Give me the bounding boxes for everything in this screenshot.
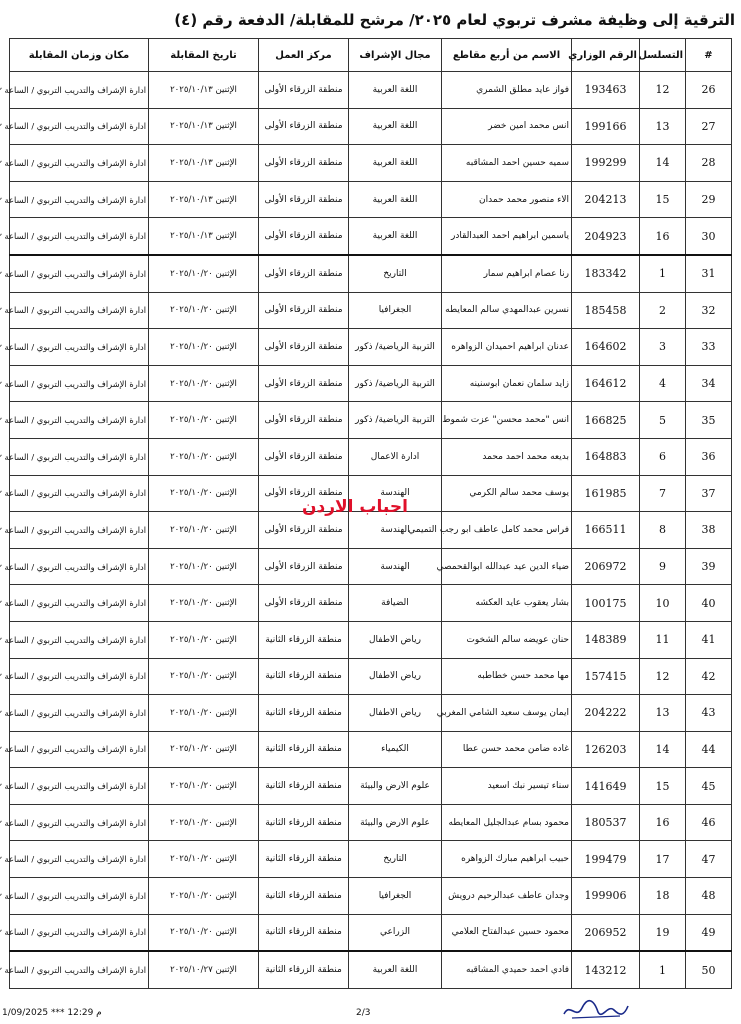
cell-name: فواز عايد مطلق الشمري (442, 72, 572, 109)
cell-work-center: منطقة الزرقاء الأولى (259, 72, 349, 109)
cell-ministry-number: 143212 (572, 951, 640, 988)
cell-supervision-field: رياض الاطفال (349, 621, 442, 658)
cell-interview-date: الإثنين ٢٠٢٥/١٠/٢٠ (149, 658, 259, 695)
cell-work-center: منطقة الزرقاء الثانية (259, 841, 349, 878)
cell-work-center: منطقة الزرقاء الأولى (259, 438, 349, 475)
cell-ministry-number: 164883 (572, 438, 640, 475)
table-row (10, 402, 732, 439)
cell-sequence: 3 (640, 329, 686, 366)
header-name: الاسم من أربع مقاطع (442, 39, 572, 72)
cell-interview-date: الإثنين ٢٠٢٥/١٠/١٣ (149, 72, 259, 109)
table-row (10, 585, 732, 622)
signature-icon (560, 994, 630, 1022)
cell-index: 34 (686, 365, 732, 402)
cell-interview-date: الإثنين ٢٠٢٥/١٠/٢٠ (149, 475, 259, 512)
cell-index: 49 (686, 914, 732, 951)
cell-interview-date: الإثنين ٢٠٢٥/١٠/٢٠ (149, 512, 259, 549)
cell-work-center: منطقة الزرقاء الأولى (259, 548, 349, 585)
cell-interview-place: ادارة الإشراف والتدريب التربوي / الساعة (10, 512, 149, 549)
table-row (10, 841, 732, 878)
cell-name: محمود بسام عبدالجليل المعايطه (442, 804, 572, 841)
cell-interview-date: الإثنين ٢٠٢٥/١٠/١٣ (149, 181, 259, 218)
cell-sequence: 4 (640, 365, 686, 402)
cell-index: 32 (686, 292, 732, 329)
cell-index: 43 (686, 695, 732, 732)
cell-sequence: 2 (640, 292, 686, 329)
cell-work-center: منطقة الزرقاء الأولى (259, 512, 349, 549)
header-interview-place: مكان وزمان المقابلة (10, 39, 149, 72)
cell-ministry-number: 206952 (572, 914, 640, 951)
cell-interview-date: الإثنين ٢٠٢٥/١٠/٢٠ (149, 292, 259, 329)
cell-work-center: منطقة الزرقاء الثانية (259, 804, 349, 841)
table-row (10, 108, 732, 145)
cell-interview-date: الإثنين ٢٠٢٥/١٠/١٣ (149, 145, 259, 182)
cell-supervision-field: التربية الرياضية/ ذكور (349, 329, 442, 366)
cell-name: الاء منصور محمد حمدان (442, 181, 572, 218)
table-row (10, 181, 732, 218)
cell-interview-date: الإثنين ٢٠٢٥/١٠/٢٠ (149, 329, 259, 366)
cell-interview-date: الإثنين ٢٠٢٥/١٠/٢٠ (149, 695, 259, 732)
cell-interview-place: ادارة الإشراف والتدريب التربوي / الساعة (10, 181, 149, 218)
cell-interview-place: ادارة الإشراف والتدريب التربوي / الساعة (10, 951, 149, 988)
table-row (10, 914, 732, 951)
table-row (10, 731, 732, 768)
cell-name: عدنان ابراهيم احميدان الزواهره (442, 329, 572, 366)
cell-interview-place: ادارة الإشراف والتدريب التربوي / الساعة (10, 365, 149, 402)
cell-interview-date: الإثنين ٢٠٢٥/١٠/٢٠ (149, 841, 259, 878)
cell-work-center: منطقة الزرقاء الأولى (259, 329, 349, 366)
cell-work-center: منطقة الزرقاء الأولى (259, 218, 349, 255)
cell-ministry-number: 204923 (572, 218, 640, 255)
cell-ministry-number: 126203 (572, 731, 640, 768)
cell-work-center: منطقة الزرقاء الثانية (259, 914, 349, 951)
cell-index: 38 (686, 512, 732, 549)
cell-interview-date: الإثنين ٢٠٢٥/١٠/٢٠ (149, 804, 259, 841)
cell-interview-date: الإثنين ٢٠٢٥/١٠/٢٠ (149, 585, 259, 622)
cell-index: 40 (686, 585, 732, 622)
cell-supervision-field: الهندسة (349, 548, 442, 585)
cell-sequence: 16 (640, 218, 686, 255)
cell-sequence: 15 (640, 181, 686, 218)
cell-name: ياسمين ابراهيم احمد العبدالقادر (442, 218, 572, 255)
cell-index: 48 (686, 878, 732, 915)
cell-interview-date: الإثنين ٢٠٢٥/١٠/٢٠ (149, 878, 259, 915)
table-row (10, 878, 732, 915)
cell-supervision-field: اللغة العربية (349, 145, 442, 182)
cell-sequence: 12 (640, 72, 686, 109)
cell-name: انس "محمد محسن" عزت شموط (442, 402, 572, 439)
cell-supervision-field: التربية الرياضية/ ذكور (349, 402, 442, 439)
cell-interview-date: الإثنين ٢٠٢٥/١٠/٢٠ (149, 768, 259, 805)
table-row (10, 695, 732, 732)
cell-sequence: 14 (640, 145, 686, 182)
cell-ministry-number: 204213 (572, 181, 640, 218)
cell-ministry-number: 193463 (572, 72, 640, 109)
cell-ministry-number: 161985 (572, 475, 640, 512)
cell-sequence: 13 (640, 695, 686, 732)
cell-supervision-field: التربية الرياضية/ ذكور (349, 365, 442, 402)
cell-index: 29 (686, 181, 732, 218)
cell-index: 35 (686, 402, 732, 439)
cell-work-center: منطقة الزرقاء الثانية (259, 951, 349, 988)
cell-work-center: منطقة الزرقاء الأولى (259, 475, 349, 512)
cell-name: وجدان عاطف عبدالرحيم درويش (442, 878, 572, 915)
cell-sequence: 1 (640, 255, 686, 292)
cell-name: رنا عصام ابراهيم سمار (442, 255, 572, 292)
cell-interview-place: ادارة الإشراف والتدريب التربوي / الساعة (10, 475, 149, 512)
header-sequence: التسلسل (640, 39, 686, 72)
cell-work-center: منطقة الزرقاء الأولى (259, 365, 349, 402)
cell-supervision-field: علوم الارض والبيئة (349, 768, 442, 805)
cell-interview-place: ادارة الإشراف والتدريب التربوي / الساعة (10, 402, 149, 439)
cell-work-center: منطقة الزرقاء الثانية (259, 695, 349, 732)
table-row (10, 768, 732, 805)
cell-supervision-field: رياض الاطفال (349, 695, 442, 732)
cell-ministry-number: 204222 (572, 695, 640, 732)
cell-sequence: 5 (640, 402, 686, 439)
cell-interview-place: ادارة الإشراف والتدريب التربوي / الساعة (10, 218, 149, 255)
cell-work-center: منطقة الزرقاء الأولى (259, 181, 349, 218)
footer-timestamp: 1/09/2025 *** 12:29 م (2, 1008, 102, 1018)
cell-interview-date: الإثنين ٢٠٢٥/١٠/٢٠ (149, 621, 259, 658)
cell-index: 37 (686, 475, 732, 512)
cell-supervision-field: اللغة العربية (349, 72, 442, 109)
cell-index: 26 (686, 72, 732, 109)
cell-index: 46 (686, 804, 732, 841)
header-index: # (686, 39, 732, 72)
cell-ministry-number: 199479 (572, 841, 640, 878)
cell-name: حنان عويضه سالم الشخوت (442, 621, 572, 658)
cell-name: مها محمد حسن خطاطبه (442, 658, 572, 695)
cell-sequence: 13 (640, 108, 686, 145)
cell-name: ايمان يوسف سعيد الشامي المغربي (442, 695, 572, 732)
cell-name: سميه حسين احمد المشاقبه (442, 145, 572, 182)
cell-work-center: منطقة الزرقاء الأولى (259, 108, 349, 145)
cell-sequence: 17 (640, 841, 686, 878)
cell-name: زايد سلمان نعمان ابوسنينه (442, 365, 572, 402)
cell-name: حبيب ابراهيم مبارك الزواهره (442, 841, 572, 878)
cell-interview-place: ادارة الإشراف والتدريب التربوي / الساعة (10, 255, 149, 292)
cell-supervision-field: الكيمياء (349, 731, 442, 768)
table-body (4, 72, 732, 989)
cell-interview-date: الإثنين ٢٠٢٥/١٠/٢٠ (149, 365, 259, 402)
cell-index: 28 (686, 145, 732, 182)
cell-supervision-field: علوم الارض والبيئة (349, 804, 442, 841)
cell-name: فادي احمد حميدي المشاقبه (442, 951, 572, 988)
cell-sequence: 1 (640, 951, 686, 988)
cell-work-center: منطقة الزرقاء الثانية (259, 658, 349, 695)
table-row (10, 329, 732, 366)
cell-supervision-field: الهندسة (349, 512, 442, 549)
header-supervision-field: مجال الإشراف (349, 39, 442, 72)
cell-ministry-number: 180537 (572, 804, 640, 841)
table-row (10, 621, 732, 658)
cell-ministry-number: 157415 (572, 658, 640, 695)
cell-name: بديعه محمد احمد محمد (442, 438, 572, 475)
cell-index: 31 (686, 255, 732, 292)
cell-interview-place: ادارة الإشراف والتدريب التربوي / الساعة (10, 72, 149, 109)
cell-ministry-number: 164612 (572, 365, 640, 402)
cell-sequence: 11 (640, 621, 686, 658)
cell-interview-place: ادارة الإشراف والتدريب التربوي / الساعة (10, 695, 149, 732)
cell-sequence: 16 (640, 804, 686, 841)
table-row (10, 438, 732, 475)
cell-index: 39 (686, 548, 732, 585)
cell-name: بشار يعقوب عايد العكشه (442, 585, 572, 622)
cell-supervision-field: رياض الاطفال (349, 658, 442, 695)
cell-ministry-number: 148389 (572, 621, 640, 658)
cell-ministry-number: 183342 (572, 255, 640, 292)
cell-index: 47 (686, 841, 732, 878)
cell-ministry-number: 166825 (572, 402, 640, 439)
cell-work-center: منطقة الزرقاء الأولى (259, 255, 349, 292)
cell-ministry-number: 164602 (572, 329, 640, 366)
cell-interview-date: الإثنين ٢٠٢٥/١٠/١٣ (149, 218, 259, 255)
cell-supervision-field: الجغرافيا (349, 292, 442, 329)
cell-interview-place: ادارة الإشراف والتدريب التربوي / الساعة (10, 145, 149, 182)
page-title: الترقية إلى وظيفة مشرف تربوي لعام ٢٠٢٥/ مرشح للمقابلة/ الدفعة رقم (٤) (174, 11, 735, 29)
cell-ministry-number: 199906 (572, 878, 640, 915)
cell-interview-place: ادارة الإشراف والتدريب التربوي / الساعة (10, 768, 149, 805)
cell-interview-date: الإثنين ٢٠٢٥/١٠/٢٧ (149, 951, 259, 988)
cell-supervision-field: التاريخ (349, 255, 442, 292)
cell-ministry-number: 185458 (572, 292, 640, 329)
cell-sequence: 12 (640, 658, 686, 695)
cell-index: 50 (686, 951, 732, 988)
table-row (10, 218, 732, 255)
cell-index: 45 (686, 768, 732, 805)
cell-interview-date: الإثنين ٢٠٢٥/١٠/٢٠ (149, 402, 259, 439)
cell-interview-date: الإثنين ٢٠٢٥/١٠/٢٠ (149, 731, 259, 768)
cell-supervision-field: اللغة العربية (349, 218, 442, 255)
cell-interview-date: الإثنين ٢٠٢٥/١٠/٢٠ (149, 255, 259, 292)
cell-work-center: منطقة الزرقاء الأولى (259, 402, 349, 439)
cell-ministry-number: 166511 (572, 512, 640, 549)
cell-sequence: 9 (640, 548, 686, 585)
table-row (10, 145, 732, 182)
cell-interview-place: ادارة الإشراف والتدريب التربوي / الساعة (10, 329, 149, 366)
cell-work-center: منطقة الزرقاء الثانية (259, 768, 349, 805)
cell-supervision-field: الضيافة (349, 585, 442, 622)
cell-supervision-field: التاريخ (349, 841, 442, 878)
cell-ministry-number: 199166 (572, 108, 640, 145)
cell-sequence: 7 (640, 475, 686, 512)
table-row (10, 512, 732, 549)
cell-ministry-number: 100175 (572, 585, 640, 622)
cell-name: سناء تيسير نبك اسعيد (442, 768, 572, 805)
cell-work-center: منطقة الزرقاء الأولى (259, 145, 349, 182)
table-row (10, 365, 732, 402)
cell-sequence: 19 (640, 914, 686, 951)
cell-interview-place: ادارة الإشراف والتدريب التربوي / الساعة (10, 548, 149, 585)
cell-interview-place: ادارة الإشراف والتدريب التربوي / الساعة (10, 841, 149, 878)
cell-interview-place: ادارة الإشراف والتدريب التربوي / الساعة (10, 108, 149, 145)
cell-name: نسرين عبدالمهدي سالم المعايطه (442, 292, 572, 329)
cell-supervision-field: الزراعي (349, 914, 442, 951)
cell-interview-place: ادارة الإشراف والتدريب التربوي / الساعة (10, 438, 149, 475)
cell-name: انس محمد امين خضر (442, 108, 572, 145)
table-row (10, 292, 732, 329)
cell-interview-place: ادارة الإشراف والتدريب التربوي / الساعة (10, 658, 149, 695)
cell-sequence: 10 (640, 585, 686, 622)
cell-sequence: 18 (640, 878, 686, 915)
cell-interview-place: ادارة الإشراف والتدريب التربوي / الساعة (10, 731, 149, 768)
cell-supervision-field: الجغرافيا (349, 878, 442, 915)
cell-supervision-field: اللغة العربية (349, 181, 442, 218)
table-row (10, 804, 732, 841)
cell-work-center: منطقة الزرقاء الأولى (259, 292, 349, 329)
cell-work-center: منطقة الزرقاء الثانية (259, 731, 349, 768)
cell-interview-place: ادارة الإشراف والتدريب التربوي / الساعة (10, 804, 149, 841)
cell-interview-date: الإثنين ٢٠٢٥/١٠/٢٠ (149, 914, 259, 951)
cell-index: 44 (686, 731, 732, 768)
cell-sequence: 14 (640, 731, 686, 768)
cell-supervision-field: اللغة العربية (349, 108, 442, 145)
cell-interview-date: الإثنين ٢٠٢٥/١٠/٢٠ (149, 438, 259, 475)
cell-interview-place: ادارة الإشراف والتدريب التربوي / الساعة (10, 878, 149, 915)
cell-work-center: منطقة الزرقاء الثانية (259, 878, 349, 915)
cell-index: 42 (686, 658, 732, 695)
table-row (10, 548, 732, 585)
cell-supervision-field: اللغة العربية (349, 951, 442, 988)
cell-sequence: 15 (640, 768, 686, 805)
table-header-row (10, 39, 732, 72)
header-interview-date: تاريخ المقابلة (149, 39, 259, 72)
cell-sequence: 6 (640, 438, 686, 475)
cell-name: يوسف محمد سالم الكرمي (442, 475, 572, 512)
table-row (10, 951, 732, 988)
cell-interview-place: ادارة الإشراف والتدريب التربوي / الساعة (10, 914, 149, 951)
cell-interview-place: ادارة الإشراف والتدريب التربوي / الساعة (10, 292, 149, 329)
table-row (10, 255, 732, 292)
cell-work-center: منطقة الزرقاء الأولى (259, 585, 349, 622)
cell-interview-place: ادارة الإشراف والتدريب التربوي / الساعة (10, 621, 149, 658)
cell-index: 27 (686, 108, 732, 145)
header-work-center: مركز العمل (259, 39, 349, 72)
watermark: احباب الاردن (302, 497, 408, 517)
cell-index: 30 (686, 218, 732, 255)
cell-name: محمود حسين عبدالفتاح العلامي (442, 914, 572, 951)
cell-supervision-field: الهندسة (349, 475, 442, 512)
cell-index: 36 (686, 438, 732, 475)
cell-sequence: 8 (640, 512, 686, 549)
cell-supervision-field: ادارة الاعمال (349, 438, 442, 475)
cell-name: ضياء الدين عيد عبدالله ابوالقحمصي (442, 548, 572, 585)
cell-interview-place: ادارة الإشراف والتدريب التربوي / الساعة (10, 585, 149, 622)
cell-index: 41 (686, 621, 732, 658)
cell-ministry-number: 206972 (572, 548, 640, 585)
cell-interview-date: الإثنين ٢٠٢٥/١٠/١٣ (149, 108, 259, 145)
cell-ministry-number: 199299 (572, 145, 640, 182)
footer-page-number: 2/3 (356, 1008, 371, 1018)
header-ministry-number: الرقم الوزاري (572, 39, 640, 72)
cell-index: 33 (686, 329, 732, 366)
cell-work-center: منطقة الزرقاء الثانية (259, 621, 349, 658)
cell-name: غاده ضامن محمد حسن عطا (442, 731, 572, 768)
cell-name: فراس محمد كامل عاطف ابو رجب التميمي (442, 512, 572, 549)
cell-interview-date: الإثنين ٢٠٢٥/١٠/٢٠ (149, 548, 259, 585)
table-row (10, 72, 732, 109)
table-row (10, 658, 732, 695)
cell-ministry-number: 141649 (572, 768, 640, 805)
